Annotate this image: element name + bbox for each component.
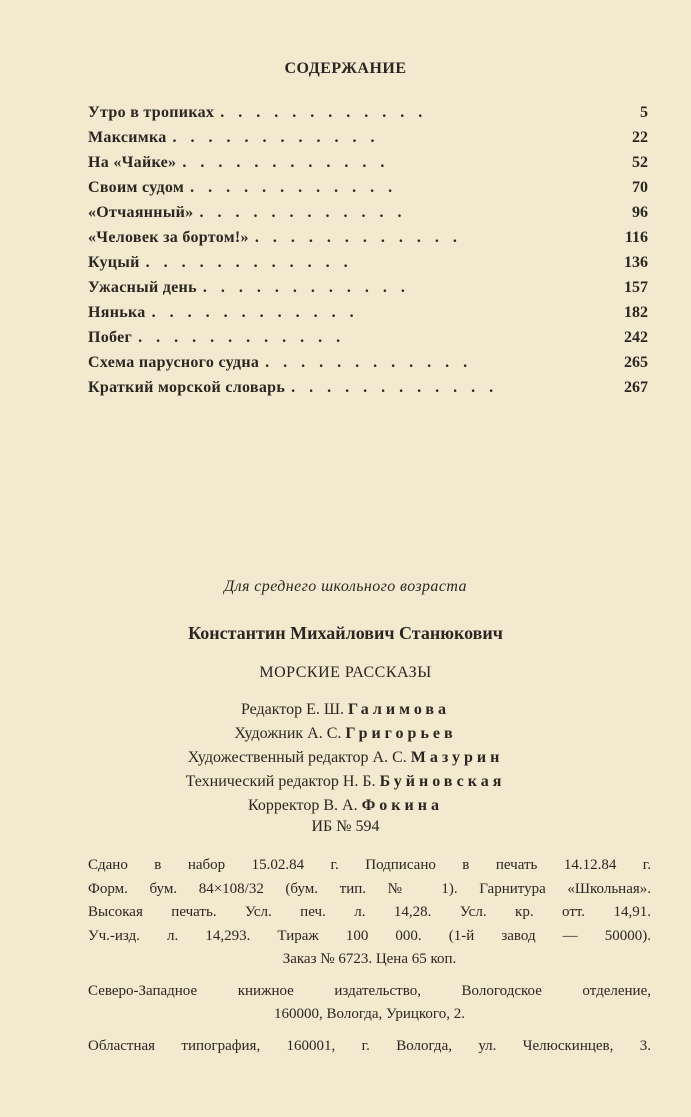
credit-line <box>0 749 691 773</box>
credit-name: Фокина <box>361 797 443 814</box>
leader-dots: ............ <box>202 279 419 296</box>
toc-entry-title: На «Чайке» <box>88 154 177 171</box>
credit-name: Мазурин <box>410 749 504 766</box>
toc-entry-page: 157 <box>624 279 648 296</box>
imprint-line: Уч.-изд. л. 14,293. Тираж 100 000. (1-й завод — 50000). <box>88 927 651 944</box>
toc-entry-title: Куцый <box>88 254 140 271</box>
leader-dots: ............ <box>220 104 437 121</box>
imprint-line: Заказ № 6723. Цена 65 коп. <box>282 951 457 967</box>
table-of-contents <box>88 104 648 404</box>
toc-entry-title: Побег <box>88 329 133 346</box>
credit-name: Буйновская <box>379 773 506 790</box>
toc-entry-page: 22 <box>632 129 648 146</box>
imprint-line: Высокая печать. Усл. печ. л. 14,28. Усл. кр. отт. 14,91. <box>88 904 651 920</box>
toc-entry-page: 136 <box>624 254 648 271</box>
toc-entry <box>88 254 648 279</box>
leader-dots: ............ <box>182 154 399 171</box>
credits <box>0 701 691 821</box>
toc-entry-page: 70 <box>632 179 648 196</box>
toc-entry-page: 242 <box>624 329 648 346</box>
credit-role: Редактор Е. Ш. <box>240 701 345 718</box>
toc-entry-title: «Человек за бортом!» <box>88 229 249 246</box>
toc-entry-title: Схема парусного судна <box>88 354 260 371</box>
leader-dots: ............ <box>190 179 407 196</box>
credit-line <box>0 725 691 749</box>
publisher-line: Северо-Западное книжное издательство, Вологодское отделение, <box>88 982 651 999</box>
toc-entry-title: Краткий морской словарь <box>88 379 286 396</box>
toc-entry <box>88 179 648 204</box>
toc-entry <box>88 229 648 254</box>
toc-entry-page: 52 <box>632 154 648 171</box>
credit-name: Григорьев <box>345 725 457 742</box>
age-rating: Для среднего школьного возраста <box>224 578 467 595</box>
toc-entry-title: Нянька <box>88 304 146 321</box>
toc-entry-page: 5 <box>640 104 648 121</box>
ib-number: ИБ № 594 <box>311 818 380 835</box>
toc-entry-page: 182 <box>624 304 648 321</box>
book-title: МОРСКИЕ РАССКАЗЫ <box>259 664 432 681</box>
toc-entry-title: Утро в тропиках <box>88 104 215 121</box>
leader-dots: ............ <box>151 304 368 321</box>
toc-entry-title: Максимка <box>88 129 167 146</box>
publisher-line: 160000, Вологда, Урицкого, 2. <box>274 1006 465 1022</box>
credit-line <box>0 773 691 797</box>
toc-entry-page: 267 <box>624 379 648 396</box>
leader-dots: ............ <box>172 129 389 146</box>
toc-entry <box>88 304 648 329</box>
toc-entry <box>88 329 648 354</box>
credit-name: Галимова <box>348 701 451 718</box>
leader-dots: ............ <box>254 229 471 246</box>
toc-entry <box>88 379 648 404</box>
toc-entry <box>88 104 648 129</box>
toc-entry-page: 96 <box>632 204 648 221</box>
printer-line: Областная типография, 160001, г. Вологда, ул. Челюскинцев, 3. <box>88 1037 651 1054</box>
leader-dots: ............ <box>265 354 482 371</box>
credit-role: Корректор В. А. <box>248 797 358 814</box>
toc-entry <box>88 204 648 229</box>
author-name: Константин Михайлович Станюкович <box>188 623 503 643</box>
toc-entry <box>88 154 648 179</box>
credit-role: Художественный редактор А. С. <box>187 749 407 766</box>
credit-role: Технический редактор Н. Б. <box>185 773 376 790</box>
imprint-line: Сдано в набор 15.02.84 г. Подписано в печать 14.12.84 г. <box>88 857 651 873</box>
toc-entry <box>88 279 648 304</box>
toc-entry <box>88 129 648 154</box>
leader-dots: ............ <box>138 329 355 346</box>
toc-entry-page: 116 <box>624 229 648 246</box>
imprint <box>88 854 651 1058</box>
toc-entry-title: Своим судом <box>88 179 185 196</box>
toc-entry-title: «Отчаянный» <box>88 204 194 221</box>
toc-entry-page: 265 <box>624 354 648 371</box>
credit-role: Художник А. С. <box>234 725 342 742</box>
imprint-line: Форм. бум. 84×108/32 (бум. тип. № 1). Гарнитура «Школьная». <box>88 880 651 897</box>
leader-dots: ............ <box>291 379 508 396</box>
leader-dots: ............ <box>199 204 416 221</box>
leader-dots: ............ <box>145 254 362 271</box>
toc-entry <box>88 354 648 379</box>
toc-entry-title: Ужасный день <box>88 279 197 296</box>
toc-title: СОДЕРЖАНИЕ <box>284 60 407 77</box>
credit-line <box>0 701 691 725</box>
